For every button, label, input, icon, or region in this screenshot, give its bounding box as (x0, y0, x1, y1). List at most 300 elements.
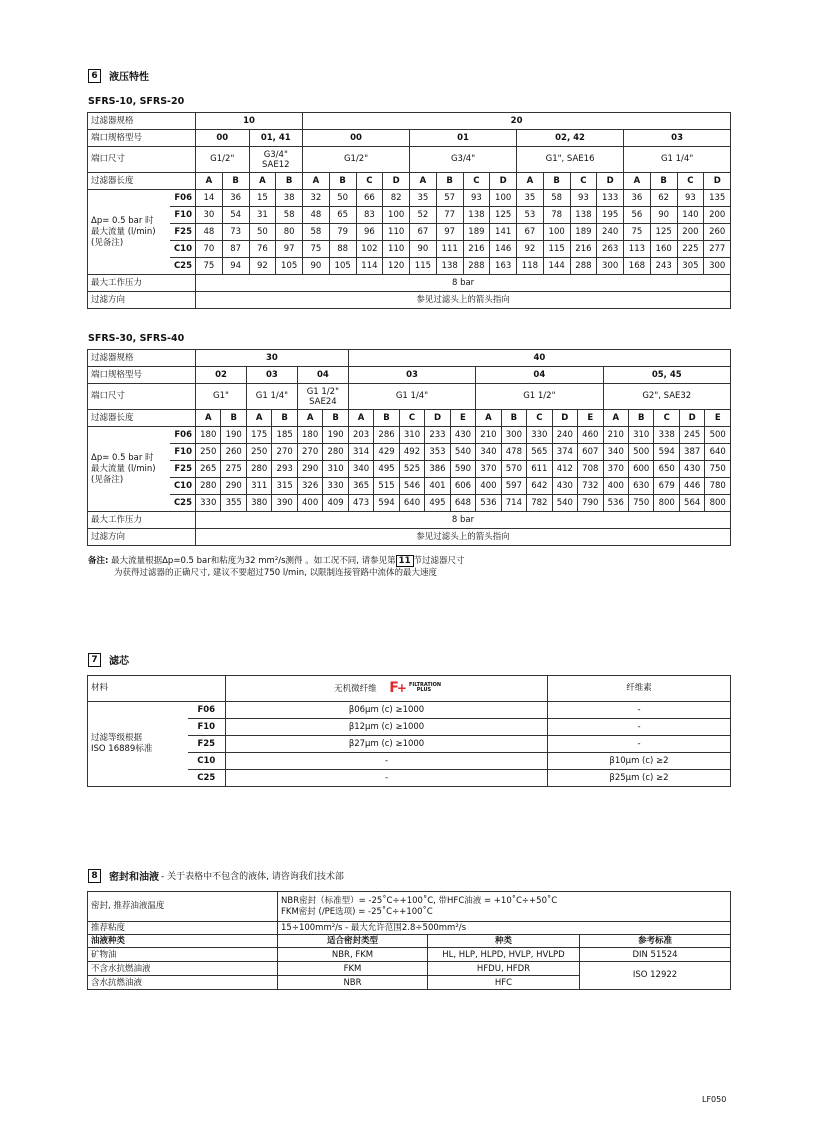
flow-value: 66 (356, 190, 383, 207)
port-cell: 03 (246, 367, 297, 384)
flow-value: 386 (425, 461, 450, 478)
length-cell: A (196, 410, 221, 427)
length-cell: C (356, 173, 383, 190)
flow-value: 353 (425, 444, 450, 461)
flow-value: 65 (329, 207, 356, 224)
seal-label: 密封, 推荐油液温度 (88, 892, 278, 922)
flow-value: 233 (425, 427, 450, 444)
length-cell: A (410, 173, 437, 190)
section-subtitle: - 关于表格中不包含的液体, 请咨询我们技术部 (161, 872, 344, 882)
length-cell: C (463, 173, 490, 190)
table-row (88, 922, 731, 935)
flow-value: 216 (463, 241, 490, 258)
flow-value: 160 (650, 241, 677, 258)
flow-value: 400 (603, 478, 628, 495)
glass-rating: β27μm (c) ≥1000 (226, 736, 548, 753)
length-cell: E (578, 410, 603, 427)
note-text: 为获得过滤器的正确尺寸, 建议不要超过750 l/min, 以限制连接管路中流体的最大速度 (114, 568, 437, 578)
flow-value: 679 (654, 478, 679, 495)
flow-value: 495 (425, 495, 450, 512)
type-cell: HL, HLP, HLPD, HVLP, HVLPD (428, 948, 580, 962)
flow-value: 52 (410, 207, 437, 224)
cellulose-rating: - (548, 736, 731, 753)
flow-value: 260 (704, 224, 731, 241)
flow-value: 492 (399, 444, 424, 461)
length-cell: A (196, 173, 223, 190)
section-title: 密封和油液 (109, 872, 159, 883)
flow-value: 374 (552, 444, 577, 461)
length-cell: A (603, 410, 628, 427)
table-row (88, 948, 731, 962)
filter-code: C10 (170, 241, 196, 258)
length-cell: A (624, 173, 651, 190)
flow-value: 648 (450, 495, 475, 512)
table-row (88, 427, 731, 444)
row-label: 端口规格型号 (88, 130, 196, 147)
thread-cell: G1 1/2" (476, 384, 603, 410)
flow-value: 380 (246, 495, 271, 512)
flow-value: 280 (323, 444, 348, 461)
flow-value: 102 (356, 241, 383, 258)
flow-value: 75 (303, 241, 330, 258)
flow-value: 387 (679, 444, 704, 461)
table-row (88, 892, 731, 922)
section-number: 7 (88, 653, 101, 667)
filter-code: C25 (188, 770, 226, 787)
flow-value: 50 (329, 190, 356, 207)
flow-value: 330 (527, 427, 552, 444)
flow-value: 600 (628, 461, 653, 478)
length-cell: D (679, 410, 704, 427)
flow-value: 245 (679, 427, 704, 444)
flow-value: 708 (578, 461, 603, 478)
flow-value: 114 (356, 258, 383, 275)
filter-code: F10 (170, 207, 196, 224)
table1-heading: SFRS-10, SFRS-20 (88, 96, 185, 107)
flow-value: 478 (501, 444, 526, 461)
length-cell: C (654, 410, 679, 427)
flow-value: 800 (654, 495, 679, 512)
flow-value: 36 (624, 190, 651, 207)
section-number: 6 (88, 69, 101, 83)
flow-value: 305 (677, 258, 704, 275)
flow-value: 225 (677, 241, 704, 258)
flow-value: 460 (578, 427, 603, 444)
header-glass (226, 676, 548, 702)
flow-value: 216 (570, 241, 597, 258)
flow-value: 115 (543, 241, 570, 258)
flow-value: 78 (543, 207, 570, 224)
flow-value: 67 (410, 224, 437, 241)
length-cell: D (597, 173, 624, 190)
header-material: 材料 (88, 676, 226, 702)
flow-value: 277 (704, 241, 731, 258)
flow-value: 175 (246, 427, 271, 444)
flow-value: 290 (221, 478, 246, 495)
header-glass-label: 无机微纤维 (334, 683, 377, 694)
flow-value: 288 (570, 258, 597, 275)
table-row (88, 224, 731, 241)
row-label: 过滤器规格 (88, 350, 196, 367)
flow-value: 48 (196, 224, 223, 241)
flow-value: 118 (517, 258, 544, 275)
flow-value: 330 (196, 495, 221, 512)
thread-cell: G1", SAE16 (517, 147, 624, 173)
thread-cell: G2", SAE32 (603, 384, 731, 410)
flow-value: 370 (603, 461, 628, 478)
length-cell: B (543, 173, 570, 190)
filtration-plus-logo: F + FILTRATION PLUS (389, 680, 442, 696)
filter-code: F25 (170, 224, 196, 241)
flow-value: 90 (650, 207, 677, 224)
flow-value: 409 (323, 495, 348, 512)
flow-value: 311 (246, 478, 271, 495)
flow-value: 270 (272, 444, 297, 461)
length-cell: A (348, 410, 373, 427)
flow-value: 525 (399, 461, 424, 478)
page-footer-code: LF050 (702, 1095, 727, 1104)
flow-value: 73 (222, 224, 249, 241)
length-cell: B (650, 173, 677, 190)
table-row (88, 258, 731, 275)
length-cell: D (490, 173, 517, 190)
flow-value: 76 (249, 241, 276, 258)
flow-value: 138 (436, 258, 463, 275)
table-row (88, 113, 731, 130)
length-cell: D (425, 410, 450, 427)
port-cell: 03 (624, 130, 731, 147)
thread-cell: G1/2" (303, 147, 410, 173)
flow-value: 642 (527, 478, 552, 495)
flow-value: 326 (297, 478, 322, 495)
flow-value: 314 (348, 444, 373, 461)
flow-value: 96 (356, 224, 383, 241)
flow-value: 473 (348, 495, 373, 512)
flow-value: 92 (517, 241, 544, 258)
flow-value: 540 (552, 495, 577, 512)
flow-value: 200 (677, 224, 704, 241)
length-cell: A (303, 173, 330, 190)
pressure-value: 8 bar (196, 512, 731, 529)
flow-value: 340 (476, 444, 501, 461)
standard-cell: DIN 51524 (580, 948, 731, 962)
flow-value: 133 (597, 190, 624, 207)
flow-value: 185 (272, 427, 297, 444)
thread-cell: G1" (196, 384, 247, 410)
flow-value: 125 (490, 207, 517, 224)
flow-value: 780 (705, 478, 731, 495)
cellulose-rating: β25μm (c) ≥2 (548, 770, 731, 787)
port-cell: 04 (297, 367, 348, 384)
table-row (88, 190, 731, 207)
flow-value: 500 (628, 444, 653, 461)
table-row (88, 495, 731, 512)
filter-code: F10 (170, 444, 196, 461)
filter-code: F10 (188, 719, 226, 736)
table-row (88, 461, 731, 478)
flow-value: 430 (450, 427, 475, 444)
type-cell: HFC (428, 976, 580, 990)
table-row (88, 241, 731, 258)
cellulose-rating: β10μm (c) ≥2 (548, 753, 731, 770)
length-cell: D (552, 410, 577, 427)
flow-value: 310 (399, 427, 424, 444)
type-cell: HFDU, HFDR (428, 962, 580, 976)
glass-rating: - (226, 753, 548, 770)
filter-code: C10 (188, 753, 226, 770)
length-cell: B (436, 173, 463, 190)
flow-value: 315 (272, 478, 297, 495)
cellulose-rating: - (548, 719, 731, 736)
flow-value: 83 (356, 207, 383, 224)
table-row (88, 444, 731, 461)
flow-value: 210 (476, 427, 501, 444)
size-cell: 20 (303, 113, 731, 130)
flow-value: 57 (436, 190, 463, 207)
cellulose-rating: - (548, 702, 731, 719)
fluid-cell: 矿物油 (88, 948, 278, 962)
flow-value: 750 (628, 495, 653, 512)
flow-value: 75 (196, 258, 223, 275)
row-label: 端口规格型号 (88, 367, 196, 384)
flow-value: 105 (276, 258, 303, 275)
flow-value: 290 (297, 461, 322, 478)
flow-value: 263 (597, 241, 624, 258)
flow-value: 125 (650, 224, 677, 241)
flow-value: 240 (597, 224, 624, 241)
flow-value: 62 (650, 190, 677, 207)
flow-value: 275 (221, 461, 246, 478)
seal-line: FKM密封 (/PE选项) = -25˚C÷+100˚C (281, 906, 433, 917)
flow-value: 54 (222, 207, 249, 224)
flow-value: 546 (399, 478, 424, 495)
flow-value: 38 (276, 190, 303, 207)
flow-value: 97 (436, 224, 463, 241)
flow-value: 200 (704, 207, 731, 224)
seals-fluids-table (87, 891, 731, 990)
flow-value: 58 (276, 207, 303, 224)
flow-value: 570 (501, 461, 526, 478)
flow-value: 340 (348, 461, 373, 478)
flow-value: 564 (679, 495, 704, 512)
flow-value: 141 (490, 224, 517, 241)
flow-value: 53 (517, 207, 544, 224)
row-label: 过滤器规格 (88, 113, 196, 130)
flow-value: 100 (383, 207, 410, 224)
flow-value: 93 (570, 190, 597, 207)
row-label: 过滤方向 (88, 529, 196, 546)
flow-value: 597 (501, 478, 526, 495)
seal-cell: NBR, FKM (278, 948, 428, 962)
row-label: 过滤方向 (88, 292, 196, 309)
flow-value: 630 (628, 478, 653, 495)
seal-line: NBR密封（标准型）= -25˚C÷+100˚C, 带HFC油液 = +10˚C÷+50˚C (281, 895, 558, 906)
flow-value: 93 (677, 190, 704, 207)
flow-value: 56 (624, 207, 651, 224)
flow-value: 400 (297, 495, 322, 512)
row-label: 端口尺寸 (88, 384, 196, 410)
flow-value: 90 (303, 258, 330, 275)
flow-value: 93 (463, 190, 490, 207)
port-cell: 02, 42 (517, 130, 624, 147)
flow-value: 180 (297, 427, 322, 444)
row-label: 最大工作压力 (88, 275, 196, 292)
length-cell: C (399, 410, 424, 427)
flow-value: 330 (323, 478, 348, 495)
flow-value: 70 (196, 241, 223, 258)
flow-value: 338 (654, 427, 679, 444)
section-6-header (88, 68, 149, 83)
filter-code: F25 (188, 736, 226, 753)
flow-value: 140 (677, 207, 704, 224)
table-row (88, 173, 731, 190)
flow-value: 189 (463, 224, 490, 241)
flow-value: 79 (329, 224, 356, 241)
flow-value: 536 (603, 495, 628, 512)
flow-value: 82 (383, 190, 410, 207)
flow-value: 190 (221, 427, 246, 444)
flow-value: 750 (705, 461, 731, 478)
thread-cell: G1 1/4" (624, 147, 731, 173)
header-type: 种类 (428, 935, 580, 948)
flow-value: 144 (543, 258, 570, 275)
flow-value: 280 (196, 478, 221, 495)
flow-value: 110 (383, 224, 410, 241)
flow-value: 35 (410, 190, 437, 207)
table2-heading: SFRS-30, SFRS-40 (88, 333, 185, 344)
thread-cell: G1 1/4" (246, 384, 297, 410)
flow-value: 293 (272, 461, 297, 478)
element-table (87, 675, 731, 787)
header-cellulose: 纤维素 (548, 676, 731, 702)
length-cell: D (704, 173, 731, 190)
flow-value: 87 (222, 241, 249, 258)
flow-value: 138 (463, 207, 490, 224)
note-text: 最大流量根据Δp=0.5 bar和粘度为32 mm²/s测得 。如工况不同, 请参见第 (111, 556, 396, 566)
flow-value: 800 (705, 495, 731, 512)
flow-value: 412 (552, 461, 577, 478)
length-cell: B (628, 410, 653, 427)
flow-value: 15 (249, 190, 276, 207)
flow-value: 138 (570, 207, 597, 224)
flow-label: Δp= 0.5 bar 时 最大流量 (l/min) (见备注) (88, 190, 170, 275)
flow-value: 300 (501, 427, 526, 444)
table-row (88, 130, 731, 147)
filter-code: F06 (188, 702, 226, 719)
length-cell: A (517, 173, 544, 190)
flow-value: 370 (476, 461, 501, 478)
flow-value: 732 (578, 478, 603, 495)
flow-value: 536 (476, 495, 501, 512)
length-cell: A (476, 410, 501, 427)
filter-code: F06 (170, 190, 196, 207)
flow-value: 88 (329, 241, 356, 258)
standard-cell: ISO 12922 (580, 962, 731, 990)
length-cell: B (501, 410, 526, 427)
flow-value: 50 (249, 224, 276, 241)
logo-text: FILTRATION PLUS (408, 682, 442, 693)
flow-value: 14 (196, 190, 223, 207)
thread-cell: G3/4" SAE12 (249, 147, 303, 173)
row-label: 最大工作压力 (88, 512, 196, 529)
visc-label: 推荐粘度 (88, 922, 278, 935)
flow-value: 607 (578, 444, 603, 461)
flow-value: 100 (490, 190, 517, 207)
table-row (88, 935, 731, 948)
flow-value: 650 (654, 461, 679, 478)
flow-value: 400 (476, 478, 501, 495)
row-label: 过滤器长度 (88, 410, 196, 427)
row-label: 过滤器长度 (88, 173, 196, 190)
flow-value: 286 (374, 427, 399, 444)
hydraulic-table-sfrs-10-20 (87, 112, 731, 309)
flow-value: 168 (624, 258, 651, 275)
section-ref-box: 11 (396, 555, 414, 567)
flow-value: 606 (450, 478, 475, 495)
flow-value: 640 (399, 495, 424, 512)
flow-value: 30 (196, 207, 223, 224)
flow-value: 240 (552, 427, 577, 444)
table-row (88, 207, 731, 224)
visc-value: 15÷100mm²/s - 最大允许范围2.8÷500mm²/s (278, 922, 731, 935)
flow-value: 250 (246, 444, 271, 461)
flow-value: 100 (543, 224, 570, 241)
flow-value: 110 (383, 241, 410, 258)
flow-label: Δp= 0.5 bar 时 最大流量 (l/min) (见备注) (88, 427, 170, 512)
table-row (88, 147, 731, 173)
length-cell: C (527, 410, 552, 427)
length-cell: B (276, 173, 303, 190)
flow-value: 355 (221, 495, 246, 512)
flow-value: 58 (543, 190, 570, 207)
flow-value: 77 (436, 207, 463, 224)
filter-code: C25 (170, 495, 196, 512)
flow-value: 446 (679, 478, 704, 495)
flow-value: 640 (705, 444, 731, 461)
port-cell: 00 (303, 130, 410, 147)
fluid-cell: 含水抗燃油液 (88, 976, 278, 990)
table-row (88, 478, 731, 495)
fluid-cell: 不含水抗燃油液 (88, 962, 278, 976)
table-row (88, 702, 731, 719)
flow-value: 36 (222, 190, 249, 207)
flow-value: 120 (383, 258, 410, 275)
table-row (88, 962, 731, 976)
flow-value: 590 (450, 461, 475, 478)
thread-cell: G1/2" (196, 147, 250, 173)
flow-value: 288 (463, 258, 490, 275)
section-title: 滤芯 (109, 656, 129, 667)
flow-value: 310 (628, 427, 653, 444)
flow-value: 565 (527, 444, 552, 461)
flow-value: 195 (597, 207, 624, 224)
flow-value: 270 (297, 444, 322, 461)
pressure-value: 8 bar (196, 275, 731, 292)
filter-code: C10 (170, 478, 196, 495)
flow-value: 243 (650, 258, 677, 275)
port-cell: 05, 45 (603, 367, 731, 384)
filter-code: C25 (170, 258, 196, 275)
table-note (88, 555, 465, 579)
flow-value: 111 (436, 241, 463, 258)
flow-value: 495 (374, 461, 399, 478)
length-cell: A (297, 410, 322, 427)
flow-value: 260 (221, 444, 246, 461)
table-row (88, 350, 731, 367)
header-standard: 参考标准 (580, 935, 731, 948)
flow-value: 500 (705, 427, 731, 444)
table-row (88, 384, 731, 410)
